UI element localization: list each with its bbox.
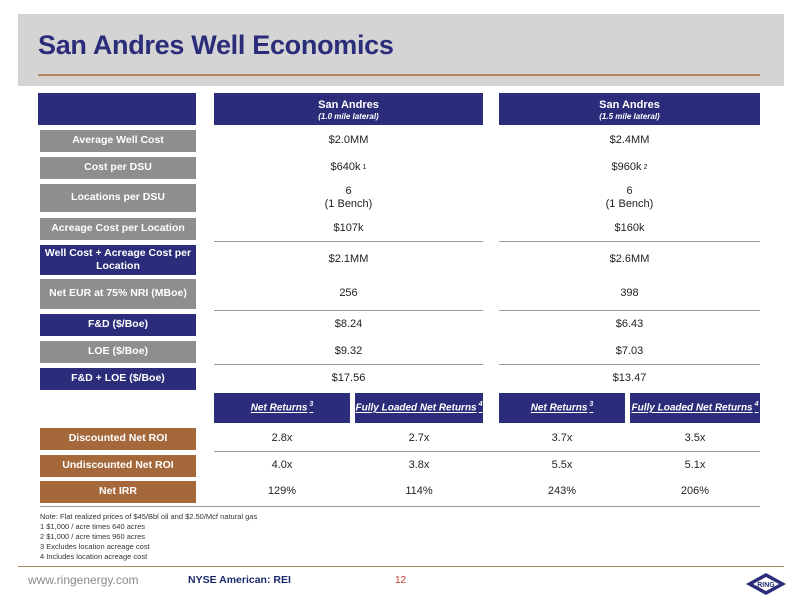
row-label-loe: LOE ($/Boe) <box>40 341 196 363</box>
value-locations-1-mile <box>214 183 483 213</box>
value-bench: (1 Bench) <box>605 198 654 210</box>
column-header-1-5-mile <box>499 93 760 125</box>
value-avg-cost-1-5-mile: $2.4MM <box>609 134 650 147</box>
value-text: $640k <box>330 161 361 174</box>
subheader-net-returns <box>499 393 625 423</box>
value-net-eur-1-mile: 256 <box>339 287 358 300</box>
footnote-ref: 4 <box>754 401 759 409</box>
row-divider <box>499 310 760 311</box>
value-cell: 114% <box>405 485 433 498</box>
value-cell: 243% <box>547 485 577 498</box>
value-cell: 3.8x <box>408 459 430 472</box>
value-cost-dsu-1-mile <box>214 157 483 179</box>
value-cell: 3.5x <box>684 432 706 445</box>
subheader-text: Net Returns <box>250 402 308 414</box>
page-title: San Andres Well Economics <box>38 30 394 60</box>
row-divider <box>499 364 760 365</box>
subheader-text: Net Returns <box>530 402 588 414</box>
row-label-net-irr: Net IRR <box>40 481 196 503</box>
value-cost-dsu-1-5-mile <box>499 157 760 179</box>
column-header-sub: (1.0 mile lateral) <box>318 112 379 121</box>
title-divider <box>38 74 760 76</box>
value-cell: 129% <box>267 485 297 498</box>
note-line: 2 $1,000 / acre times 960 acres <box>40 532 146 541</box>
value-loe-1-mile: $9.32 <box>334 345 363 358</box>
value-acreage-1-5-mile: $160k <box>614 222 645 235</box>
value-count: 6 <box>345 184 352 197</box>
value-bench: (1 Bench) <box>324 198 373 210</box>
note-line: 4 Includes location acreage cost <box>40 552 148 561</box>
row-label-fd: F&D ($/Boe) <box>40 314 196 336</box>
subheader-net-returns <box>214 393 350 423</box>
value-text: $960k <box>611 161 642 174</box>
value-count: 6 <box>626 184 633 197</box>
value-acreage-1-mile: $107k <box>333 222 364 235</box>
row-divider <box>499 241 760 242</box>
row-divider <box>214 364 483 365</box>
footer-divider <box>18 566 784 567</box>
value-well-acreage-1-5-mile: $2.6MM <box>609 253 650 266</box>
subheader-text: Fully Loaded Net Returns <box>631 402 753 414</box>
value-cell: 5.1x <box>684 459 706 472</box>
row-label-well-plus-acreage: Well Cost + Acreage Cost per Location <box>40 245 196 275</box>
footer-ticker: NYSE American: REI <box>188 574 291 586</box>
value-cell: 3.7x <box>551 432 573 445</box>
value-loe-1-5-mile: $7.03 <box>615 345 644 358</box>
value-fd-loe-1-5-mile: $13.47 <box>612 372 647 385</box>
subheader-fully-loaded <box>630 393 760 423</box>
table-bottom-rule <box>40 506 760 507</box>
value-cell: 206% <box>680 485 710 498</box>
page-number: 12 <box>395 575 407 586</box>
row-label-acreage-cost: Acreage Cost per Location <box>40 218 196 240</box>
logo-text: RING <box>757 582 775 589</box>
column-header-name: San Andres <box>599 99 660 111</box>
value-avg-cost-1-mile: $2.0MM <box>328 134 369 147</box>
footer-website-link[interactable]: www.ringenergy.com <box>28 573 139 587</box>
row-label-locations-per-dsu: Locations per DSU <box>40 184 196 212</box>
row-divider <box>214 451 760 452</box>
value-net-eur-1-5-mile: 398 <box>620 287 639 300</box>
value-fd-loe-1-mile: $17.56 <box>331 372 366 385</box>
footnote-ref: 3 <box>589 401 594 409</box>
value-fd-1-5-mile: $6.43 <box>615 318 644 331</box>
row-label-discounted-roi: Discounted Net ROI <box>40 428 196 450</box>
column-header-name: San Andres <box>318 99 379 111</box>
subheader-text: Fully Loaded Net Returns <box>355 402 477 414</box>
row-label-cost-per-dsu: Cost per DSU <box>40 157 196 179</box>
footnotes <box>40 512 257 562</box>
footnote-ref: 2 <box>643 163 648 171</box>
value-locations-1-5-mile <box>499 183 760 213</box>
footnote-ref: 1 <box>362 163 367 171</box>
value-fd-1-mile: $8.24 <box>334 318 363 331</box>
footnote-ref: 4 <box>478 401 483 409</box>
row-divider <box>214 241 483 242</box>
subheader-fully-loaded <box>355 393 483 423</box>
row-label-fd-plus-loe: F&D + LOE ($/Boe) <box>40 368 196 390</box>
value-cell: 4.0x <box>271 459 293 472</box>
row-label-average-well-cost: Average Well Cost <box>40 130 196 152</box>
ring-energy-logo <box>744 572 788 596</box>
value-cell: 2.8x <box>271 432 293 445</box>
note-line: 3 Excludes location acreage cost <box>40 542 150 551</box>
value-cell: 5.5x <box>551 459 573 472</box>
row-label-undiscounted-roi: Undiscounted Net ROI <box>40 455 196 477</box>
value-cell: 2.7x <box>408 432 430 445</box>
row-divider <box>214 310 483 311</box>
footnote-ref: 3 <box>309 401 314 409</box>
value-well-acreage-1-mile: $2.1MM <box>328 253 369 266</box>
row-label-net-eur: Net EUR at 75% NRI (MBoe) <box>40 279 196 309</box>
note-line: Note: Flat realized prices of $45/Bbl oil and $2.50/Mcf natural gas <box>40 512 258 521</box>
note-line: 1 $1,000 / acre times 640 acres <box>40 522 146 531</box>
column-header-sub: (1.5 mile lateral) <box>599 112 660 121</box>
header-corner <box>38 93 196 125</box>
column-header-1-mile <box>214 93 483 125</box>
